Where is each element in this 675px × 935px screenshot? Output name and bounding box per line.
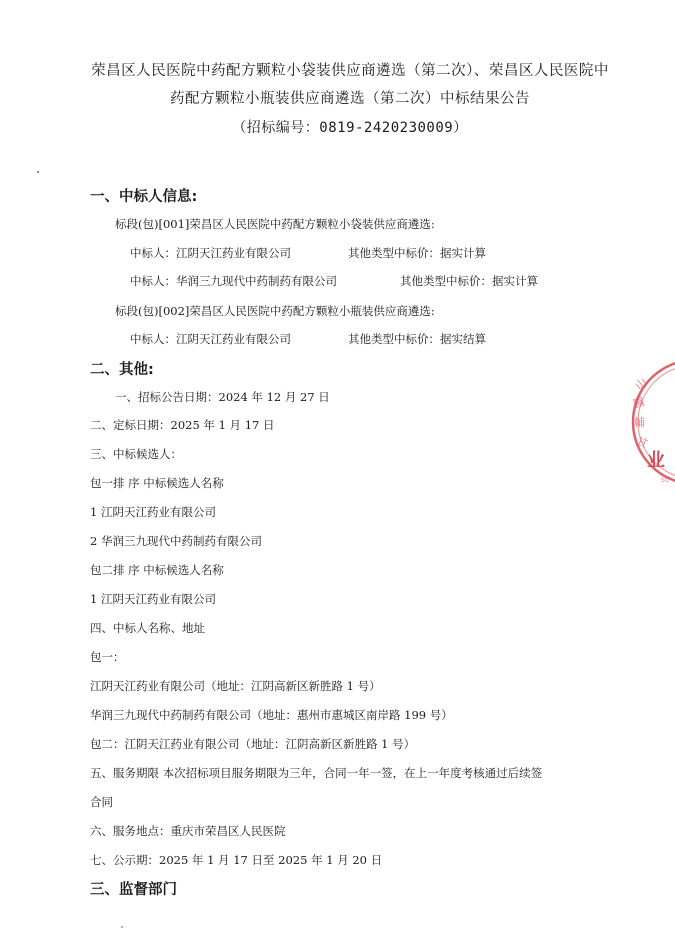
svg-text:甘: 甘: [635, 434, 650, 451]
svg-text:輔: 輔: [634, 416, 645, 429]
document-title-line1: 荣昌区人民医院中药配方颗粒小袋装供应商遴选（第二次）、荣昌区人民医院中: [91, 63, 609, 79]
award-date: 二、定标日期：2025 年 1 月 17 日: [90, 418, 275, 432]
pkg1-candidate-2: 2 华润三九现代中药制药有限公司: [90, 534, 262, 548]
seal-graphic: [625, 350, 675, 490]
svg-text:业: 业: [647, 450, 665, 471]
lot1-price-1: 其他类型中标价：据实计算: [348, 246, 486, 260]
svg-text:山: 山: [632, 375, 650, 393]
lot1-winner-2: 中标人：华润三九现代中药制药有限公司: [130, 274, 337, 288]
pkg1-address-2: 华润三九现代中药制药有限公司（地址：惠州市惠城区南岸路 199 号）: [90, 708, 453, 722]
service-period-line2: 合同: [90, 795, 113, 809]
lot1-winner-1: 中标人：江阴天江药业有限公司: [130, 246, 291, 260]
lot2-winner-1: 中标人：江阴天江药业有限公司: [130, 332, 291, 346]
section1-heading: 一、中标人信息:: [90, 189, 198, 205]
bid-number: （招标编号：0819-2420230009）: [232, 120, 468, 136]
company-seal-stamp: [625, 350, 675, 490]
document-title-line2: 药配方颗粒小瓶装供应商遴选（第二次）中标结果公告: [170, 91, 530, 107]
pkg1-candidates-header: 包一排 序 中标候选人名称: [90, 476, 224, 490]
scan-speck: [37, 171, 39, 173]
pkg1-candidate-1: 1 江阴天江药业有限公司: [90, 505, 216, 519]
svg-text:SO: SO: [661, 477, 670, 484]
svg-text:醫: 醫: [631, 394, 647, 411]
lot1-label: 标段(包)[001]荣昌区人民医院中药配方颗粒小袋装供应商遴选:: [115, 217, 435, 231]
name-address-heading: 四、中标人名称、地址: [90, 621, 205, 635]
publicity-period: 七、公示期：2025 年 1 月 17 日至 2025 年 1 月 20 日: [90, 853, 383, 867]
scan-speck-2: [121, 926, 123, 928]
announce-date: 一、招标公告日期：2024 年 12 月 27 日: [115, 390, 330, 404]
pkg1-label: 包一：: [90, 650, 125, 664]
lot1-price-2: 其他类型中标价：据实计算: [400, 274, 538, 288]
section2-heading: 二、其他:: [90, 362, 154, 378]
pkg2-candidates-header: 包二排 序 中标候选人名称: [90, 563, 224, 577]
lot2-label: 标段(包)[002]荣昌区人民医院中药配方颗粒小瓶装供应商遴选:: [115, 304, 435, 318]
pkg2-candidate-1: 1 江阴天江药业有限公司: [90, 592, 216, 606]
lot2-price-1: 其他类型中标价：据实结算: [348, 332, 486, 346]
candidates-heading: 三、中标候选人：: [90, 447, 182, 461]
pkg2-address: 包二：江阴天江药业有限公司（地址：江阴高新区新胜路 1 号）: [90, 737, 416, 751]
section3-heading: 三、监督部门: [90, 882, 177, 898]
service-location: 六、服务地点：重庆市荣昌区人民医院: [90, 824, 286, 838]
service-period-line1: 五、服务期限 本次招标项目服务期限为三年，合同一年一签，在上一年度考核通过后续签: [90, 766, 543, 780]
pkg1-address-1: 江阴天江药业有限公司（地址：江阴高新区新胜路 1 号）: [90, 679, 381, 693]
